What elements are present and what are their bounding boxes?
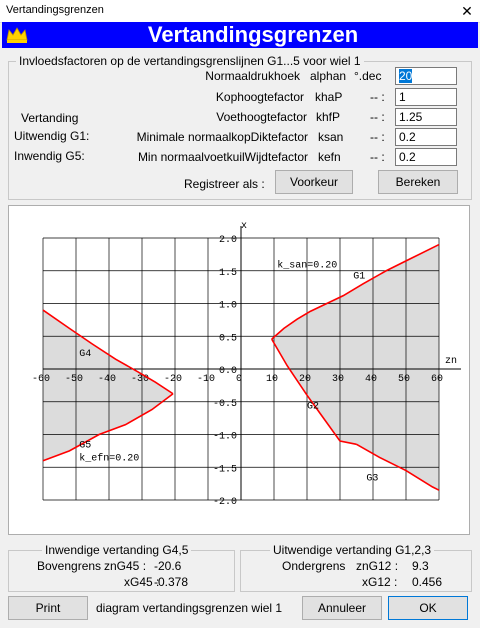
x-tick-label: 40: [364, 374, 378, 385]
chart-annotation: k_efn=0.20: [79, 453, 140, 465]
y-tick-label: 0.5: [218, 333, 237, 345]
param-sym-khfp: khfP: [316, 110, 341, 124]
side-label-inwendig: Inwendig G5:: [14, 149, 85, 163]
alphan-value: 20: [399, 69, 413, 83]
param-unit-kefn: -- :: [370, 150, 385, 164]
window-title: Vertandingsgrenzen: [6, 4, 104, 16]
x-tick-label: -60: [31, 374, 51, 385]
param-unit-alphan: °.dec: [354, 69, 382, 83]
inner-x-value: -0.378: [154, 575, 189, 589]
inner-z-label: znG45 :: [104, 559, 147, 573]
param-label-khfp: Voethoogtefactor: [216, 110, 307, 124]
chart-annotation: G5: [79, 440, 92, 452]
chart-panel: [8, 205, 470, 535]
outer-z-label: znG12 :: [356, 559, 399, 573]
y-tick-label: 0.0: [218, 366, 237, 377]
x-tick-label: 30: [331, 374, 345, 385]
y-tick-label: -1.5: [212, 464, 237, 476]
x-tick-label: -10: [196, 374, 216, 385]
print-button[interactable]: Print: [8, 596, 88, 620]
chart-annotation: G2: [307, 401, 320, 413]
x-tick-label: -40: [97, 374, 117, 385]
bereken-button[interactable]: Bereken: [378, 170, 458, 194]
x-tick-label: 10: [265, 374, 279, 385]
diagram-caption: diagram vertandingsgrenzen wiel 1: [96, 601, 283, 615]
param-sym-kefn: kefn: [318, 150, 341, 164]
annuleer-button[interactable]: Annuleer: [302, 596, 382, 620]
chart-annotation: G4: [79, 348, 92, 360]
param-sym-ksan: ksan: [318, 130, 344, 144]
outer-legend: Uitwendige vertanding G1,2,3: [270, 543, 434, 557]
kefn-input[interactable]: 0.2: [395, 148, 457, 166]
x-tick-label: 20: [298, 374, 312, 385]
param-unit-ksan: -- :: [370, 130, 385, 144]
crown-icon: [2, 22, 32, 48]
chart-annotation: G1: [353, 271, 366, 283]
y-tick-label: 1.5: [218, 267, 237, 279]
param-label-khap: Kophoogtefactor: [215, 90, 304, 104]
outer-z-value: 9.3: [412, 559, 429, 573]
inner-x-label: xG45 :: [124, 575, 160, 589]
y-tick-label: 2.0: [218, 235, 237, 246]
x-axis-label: zn: [444, 356, 458, 367]
param-sym-alphan: alphan: [310, 69, 347, 83]
khfp-input[interactable]: 1.25: [395, 108, 457, 126]
y-tick-label: -0.5: [212, 398, 237, 410]
header-title: Vertandingsgrenzen: [147, 22, 359, 47]
param-label-ksan: Minimale normaalkopDiktefactor: [136, 130, 308, 144]
outer-x-label: xG12 :: [362, 575, 398, 589]
y-tick-label: -1.0: [212, 431, 237, 443]
inner-grens-label: Bovengrens: [37, 559, 102, 573]
x-tick-label: 0: [235, 374, 243, 385]
side-label-uitwendig: Uitwendig G1:: [14, 129, 90, 143]
chart-annotation: G3: [366, 473, 379, 485]
ksan-input[interactable]: 0.2: [395, 128, 457, 146]
khap-input[interactable]: 1: [395, 88, 457, 106]
x-tick-label: 50: [397, 374, 411, 385]
outer-grens-label: Ondergrens: [282, 559, 346, 573]
alphan-input[interactable]: [395, 67, 457, 85]
registreer-label: Registreer als :: [184, 177, 265, 191]
close-icon[interactable]: ✕: [461, 3, 473, 19]
inner-legend: Inwendige vertanding G4,5: [42, 543, 191, 557]
param-label-alphan: Normaaldrukhoek: [205, 69, 300, 83]
param-unit-khfp: -- :: [370, 110, 385, 124]
y-tick-label: -2.0: [212, 497, 237, 508]
param-sym-khap: khaP: [315, 90, 343, 104]
x-tick-label: -20: [163, 374, 183, 385]
y-tick-label: 1.0: [218, 300, 237, 312]
params-legend: Invloedsfactoren op de vertandingsgrenslijnen G1...5 voor wiel 1: [16, 54, 364, 68]
chart-annotation: k_san=0.20: [277, 260, 338, 272]
outer-x-value: 0.456: [412, 575, 443, 589]
inner-z-value: -20.6: [154, 559, 182, 573]
y-axis-label: x: [240, 221, 248, 232]
toothing-limits-chart: [9, 206, 469, 534]
x-tick-label: -30: [130, 374, 150, 385]
ok-button[interactable]: OK: [388, 596, 468, 620]
param-unit-khap: -- :: [370, 90, 385, 104]
x-tick-label: -50: [64, 374, 84, 385]
voorkeur-button[interactable]: Voorkeur: [275, 170, 353, 194]
x-tick-label: 60: [430, 374, 444, 385]
side-label-vertanding: Vertanding: [21, 111, 79, 125]
left-shaded-region: [43, 310, 173, 461]
param-label-kefn: Min normaalvoetkuilWijdtefactor: [137, 150, 308, 164]
